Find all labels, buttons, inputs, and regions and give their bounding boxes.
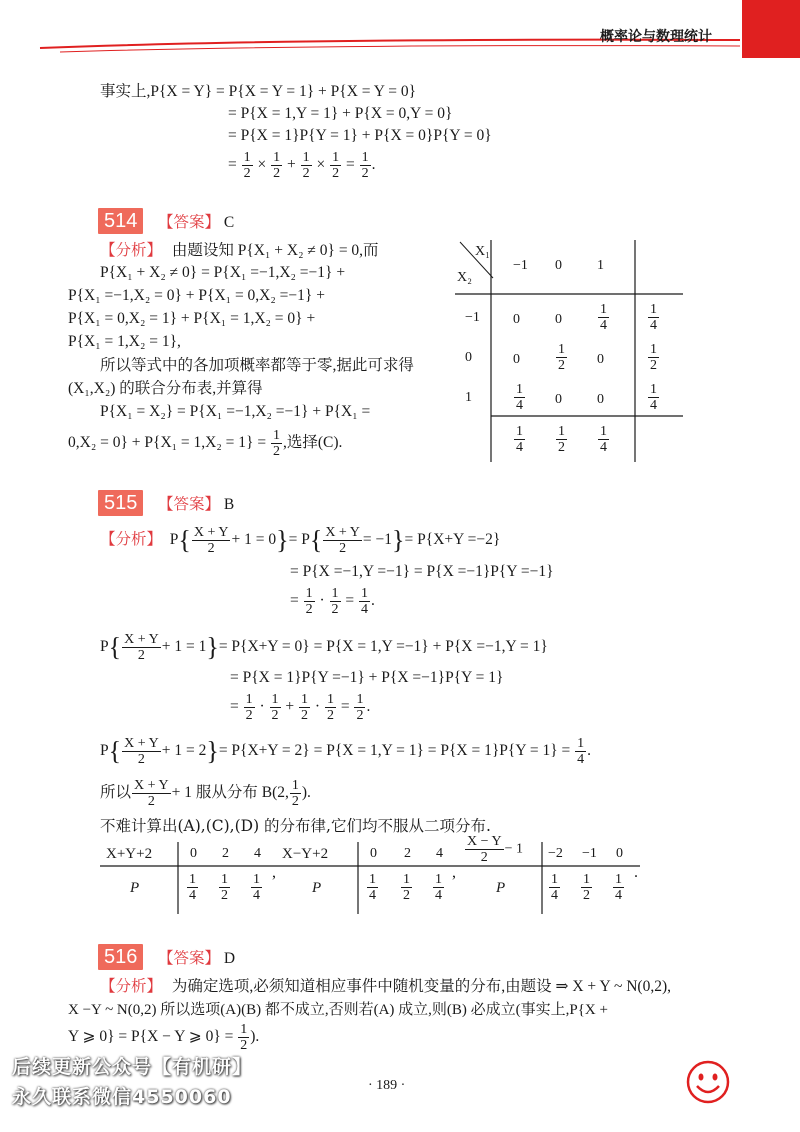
joint-row-margin: $\frac{1}{4}$	[650, 382, 657, 413]
dist-table-1-v3: 4	[254, 846, 261, 861]
dist-table-3-head: $\frac{X - Y}{2}$ − 1	[467, 834, 524, 865]
analysis-516-line-2: X −Y ~ N(0,2) 所以选项(A)(B) 都不成立,否则若(A) 成立,则(B) 必成立(事实上,P{X +	[68, 1002, 608, 1018]
dist-table-1-p: P	[130, 880, 140, 896]
dist-table-1-v2: 2	[222, 846, 229, 861]
dist-table-3-p3: $\frac{1}{4}$	[615, 872, 622, 903]
joint-cell: 0	[555, 392, 562, 407]
analysis-514-line-3: P{X₁ =−1,X₂ = 0} + P{X₁ = 0,X₂ =−1} +	[68, 287, 325, 304]
analysis-516-line-3: Y ⩾ 0} = P{X − Y ⩾ 0} = $\frac{1}{2}$ ).	[68, 1022, 260, 1053]
dist-table-3-p1: $\frac{1}{4}$	[551, 872, 558, 903]
analysis-515-line-8: 所以 $\frac{X + Y}{2}$ + 1 服从分布 B(2, $\frac{1}{2}$ ).	[100, 777, 311, 809]
analysis-515-line-1: 【分析】 P{ $\frac{X + Y}{2}$ + 1 = 0}= P{ $\frac{X + Y}{2}$ = −1}= P{X+Y =−2}	[100, 524, 501, 556]
comma-1: ,	[272, 864, 276, 881]
analysis-515-line-5: = P{X = 1}P{Y =−1} + P{X =−1}P{Y = 1}	[230, 669, 504, 686]
corner-x2: X₂	[457, 270, 472, 285]
joint-row-margin: $\frac{1}{2}$	[650, 342, 657, 373]
analysis-514-line-5: P{X₁ = 1,X₂ = 1},	[68, 333, 181, 350]
dist-table-1-v1: 0	[190, 846, 197, 861]
analysis-515-line-2: = P{X =−1,Y =−1} = P{X =−1}P{Y =−1}	[290, 563, 554, 580]
dist-table-1-p3: $\frac{1}{4}$	[253, 872, 260, 903]
joint-col-header: −1	[513, 258, 528, 273]
joint-cell: 0	[513, 352, 520, 367]
joint-col-margin: $\frac{1}{4}$	[516, 424, 523, 455]
analysis-514-line-4: P{X₁ = 0,X₂ = 1} + P{X₁ = 1,X₂ = 0} +	[68, 310, 316, 327]
answer-514: 【答案】 C	[158, 213, 235, 231]
question-badge-514: 514	[98, 208, 143, 234]
analysis-514-line-9: 0,X₂ = 0} + P{X₁ = 1,X₂ = 1} = $\frac{1}{2}$ ,选择(C).	[68, 428, 343, 459]
analysis-515-line-4: P{ $\frac{X + Y}{2}$ + 1 = 1}= P{X+Y = 0} = P{X = 1,Y =−1} + P{X =−1,Y = 1}	[100, 631, 548, 663]
dist-table-2-v2: 2	[404, 846, 411, 861]
analysis-515-line-6: = $\frac{1}{2}$ · $\frac{1}{2}$ + $\frac{1}{2}$ · $\frac{1}{2}$ = $\frac{1}{2}$ .	[230, 692, 371, 723]
dist-table-3-p: P	[496, 880, 506, 896]
watermark-line-2: 永久联系微信4550060	[12, 1086, 232, 1108]
dist-table-2-v3: 4	[436, 846, 443, 861]
joint-distribution-table	[455, 240, 685, 462]
answer-515: 【答案】 B	[158, 495, 235, 513]
analysis-514-line-2: P{X₁ + X₂ ≠ 0} = P{X₁ =−1,X₂ =−1} +	[100, 264, 346, 281]
joint-cell: $\frac{1}{4}$	[600, 302, 607, 333]
joint-col-margin: $\frac{1}{2}$	[558, 424, 565, 455]
period-3: .	[634, 864, 638, 881]
dist-table-3-v1: −2	[548, 846, 563, 861]
joint-col-margin: $\frac{1}{4}$	[600, 424, 607, 455]
joint-col-header: 1	[597, 258, 604, 273]
analysis-514-line-6: 所以等式中的各加项概率都等于零,据此可求得	[100, 357, 414, 374]
joint-cell: $\frac{1}{4}$	[516, 382, 523, 413]
watermark-line-1: 后续更新公众号【有机研】	[12, 1056, 253, 1078]
analysis-514-line-7: (X₁,X₂) 的联合分布表,并算得	[68, 380, 263, 397]
dist-table-1-p1: $\frac{1}{4}$	[189, 872, 196, 903]
dist-table-2-head: X−Y+2	[282, 846, 329, 862]
p513-line-2: = P{X = 1,Y = 1} + P{X = 0,Y = 0}	[228, 105, 453, 122]
dist-table-3-v3: 0	[616, 846, 623, 861]
dist-table-1-head: X+Y+2	[106, 846, 153, 862]
dist-table-2-p3: $\frac{1}{4}$	[435, 872, 442, 903]
joint-row-label: −1	[465, 310, 480, 325]
dist-table-2-p2: $\frac{1}{2}$	[403, 872, 410, 903]
dist-table-2-p: P	[312, 880, 322, 896]
joint-col-header: 0	[555, 258, 562, 273]
analysis-514-line-8: P{X₁ = X₂} = P{X₁ =−1,X₂ =−1} + P{X₁ =	[100, 403, 371, 420]
joint-cell: 0	[513, 312, 520, 327]
dist-table-1-p2: $\frac{1}{2}$	[221, 872, 228, 903]
distribution-tables	[100, 834, 660, 914]
dist-table-3-v2: −1	[582, 846, 597, 861]
comma-2: ,	[452, 864, 456, 881]
dist-table-2-v1: 0	[370, 846, 377, 861]
smiley-icon	[686, 1060, 730, 1108]
header-red-block	[742, 0, 800, 58]
question-badge-516: 516	[98, 944, 143, 970]
page-number: · 189 ·	[368, 1078, 406, 1093]
joint-cell: 0	[555, 312, 562, 327]
joint-row-margin: $\frac{1}{4}$	[650, 302, 657, 333]
joint-cell: 0	[597, 352, 604, 367]
analysis-515-line-9: 不难计算出(A),(C),(D) 的分布律,它们均不服从二项分布.	[100, 817, 491, 835]
analysis-515-line-3: = $\frac{1}{2}$ · $\frac{1}{2}$ = $\frac{1}{4}$ .	[290, 586, 375, 617]
p513-line-3: = P{X = 1}P{Y = 1} + P{X = 0}P{Y = 0}	[228, 127, 492, 144]
joint-cell: 0	[597, 392, 604, 407]
header-title: 概率论与数理统计	[600, 29, 712, 45]
dist-table-2-p1: $\frac{1}{4}$	[369, 872, 376, 903]
analysis-515-line-7: P{ $\frac{X + Y}{2}$ + 1 = 2}= P{X+Y = 2} = P{X = 1,Y = 1} = P{X = 1}P{Y = 1} = $\frac{1}{4}$ .	[100, 735, 592, 767]
answer-516: 【答案】 D	[158, 949, 236, 967]
corner-x1: X₁	[475, 244, 490, 259]
dist-table-3-p2: $\frac{1}{2}$	[583, 872, 590, 903]
joint-cell: $\frac{1}{2}$	[558, 342, 565, 373]
question-badge-515: 515	[98, 490, 143, 516]
analysis-516-line-1: 【分析】 为确定选项,必须知道相应事件中随机变量的分布,由题设 ⇒ X + Y ~ N(0,2),	[100, 977, 671, 995]
p513-line-1: 事实上,P{X = Y} = P{X = Y = 1} + P{X = Y = 0}	[100, 83, 417, 100]
joint-row-label: 0	[465, 350, 472, 365]
p513-line-4: = $\frac{1}{2}$ × $\frac{1}{2}$ + $\frac{1}{2}$ × $\frac{1}{2}$ = $\frac{1}{2}$ .	[228, 150, 376, 181]
joint-row-label: 1	[465, 390, 472, 405]
analysis-514-line-1: 【分析】 由题设知 P{X₁ + X₂ ≠ 0} = 0,而	[100, 241, 379, 259]
